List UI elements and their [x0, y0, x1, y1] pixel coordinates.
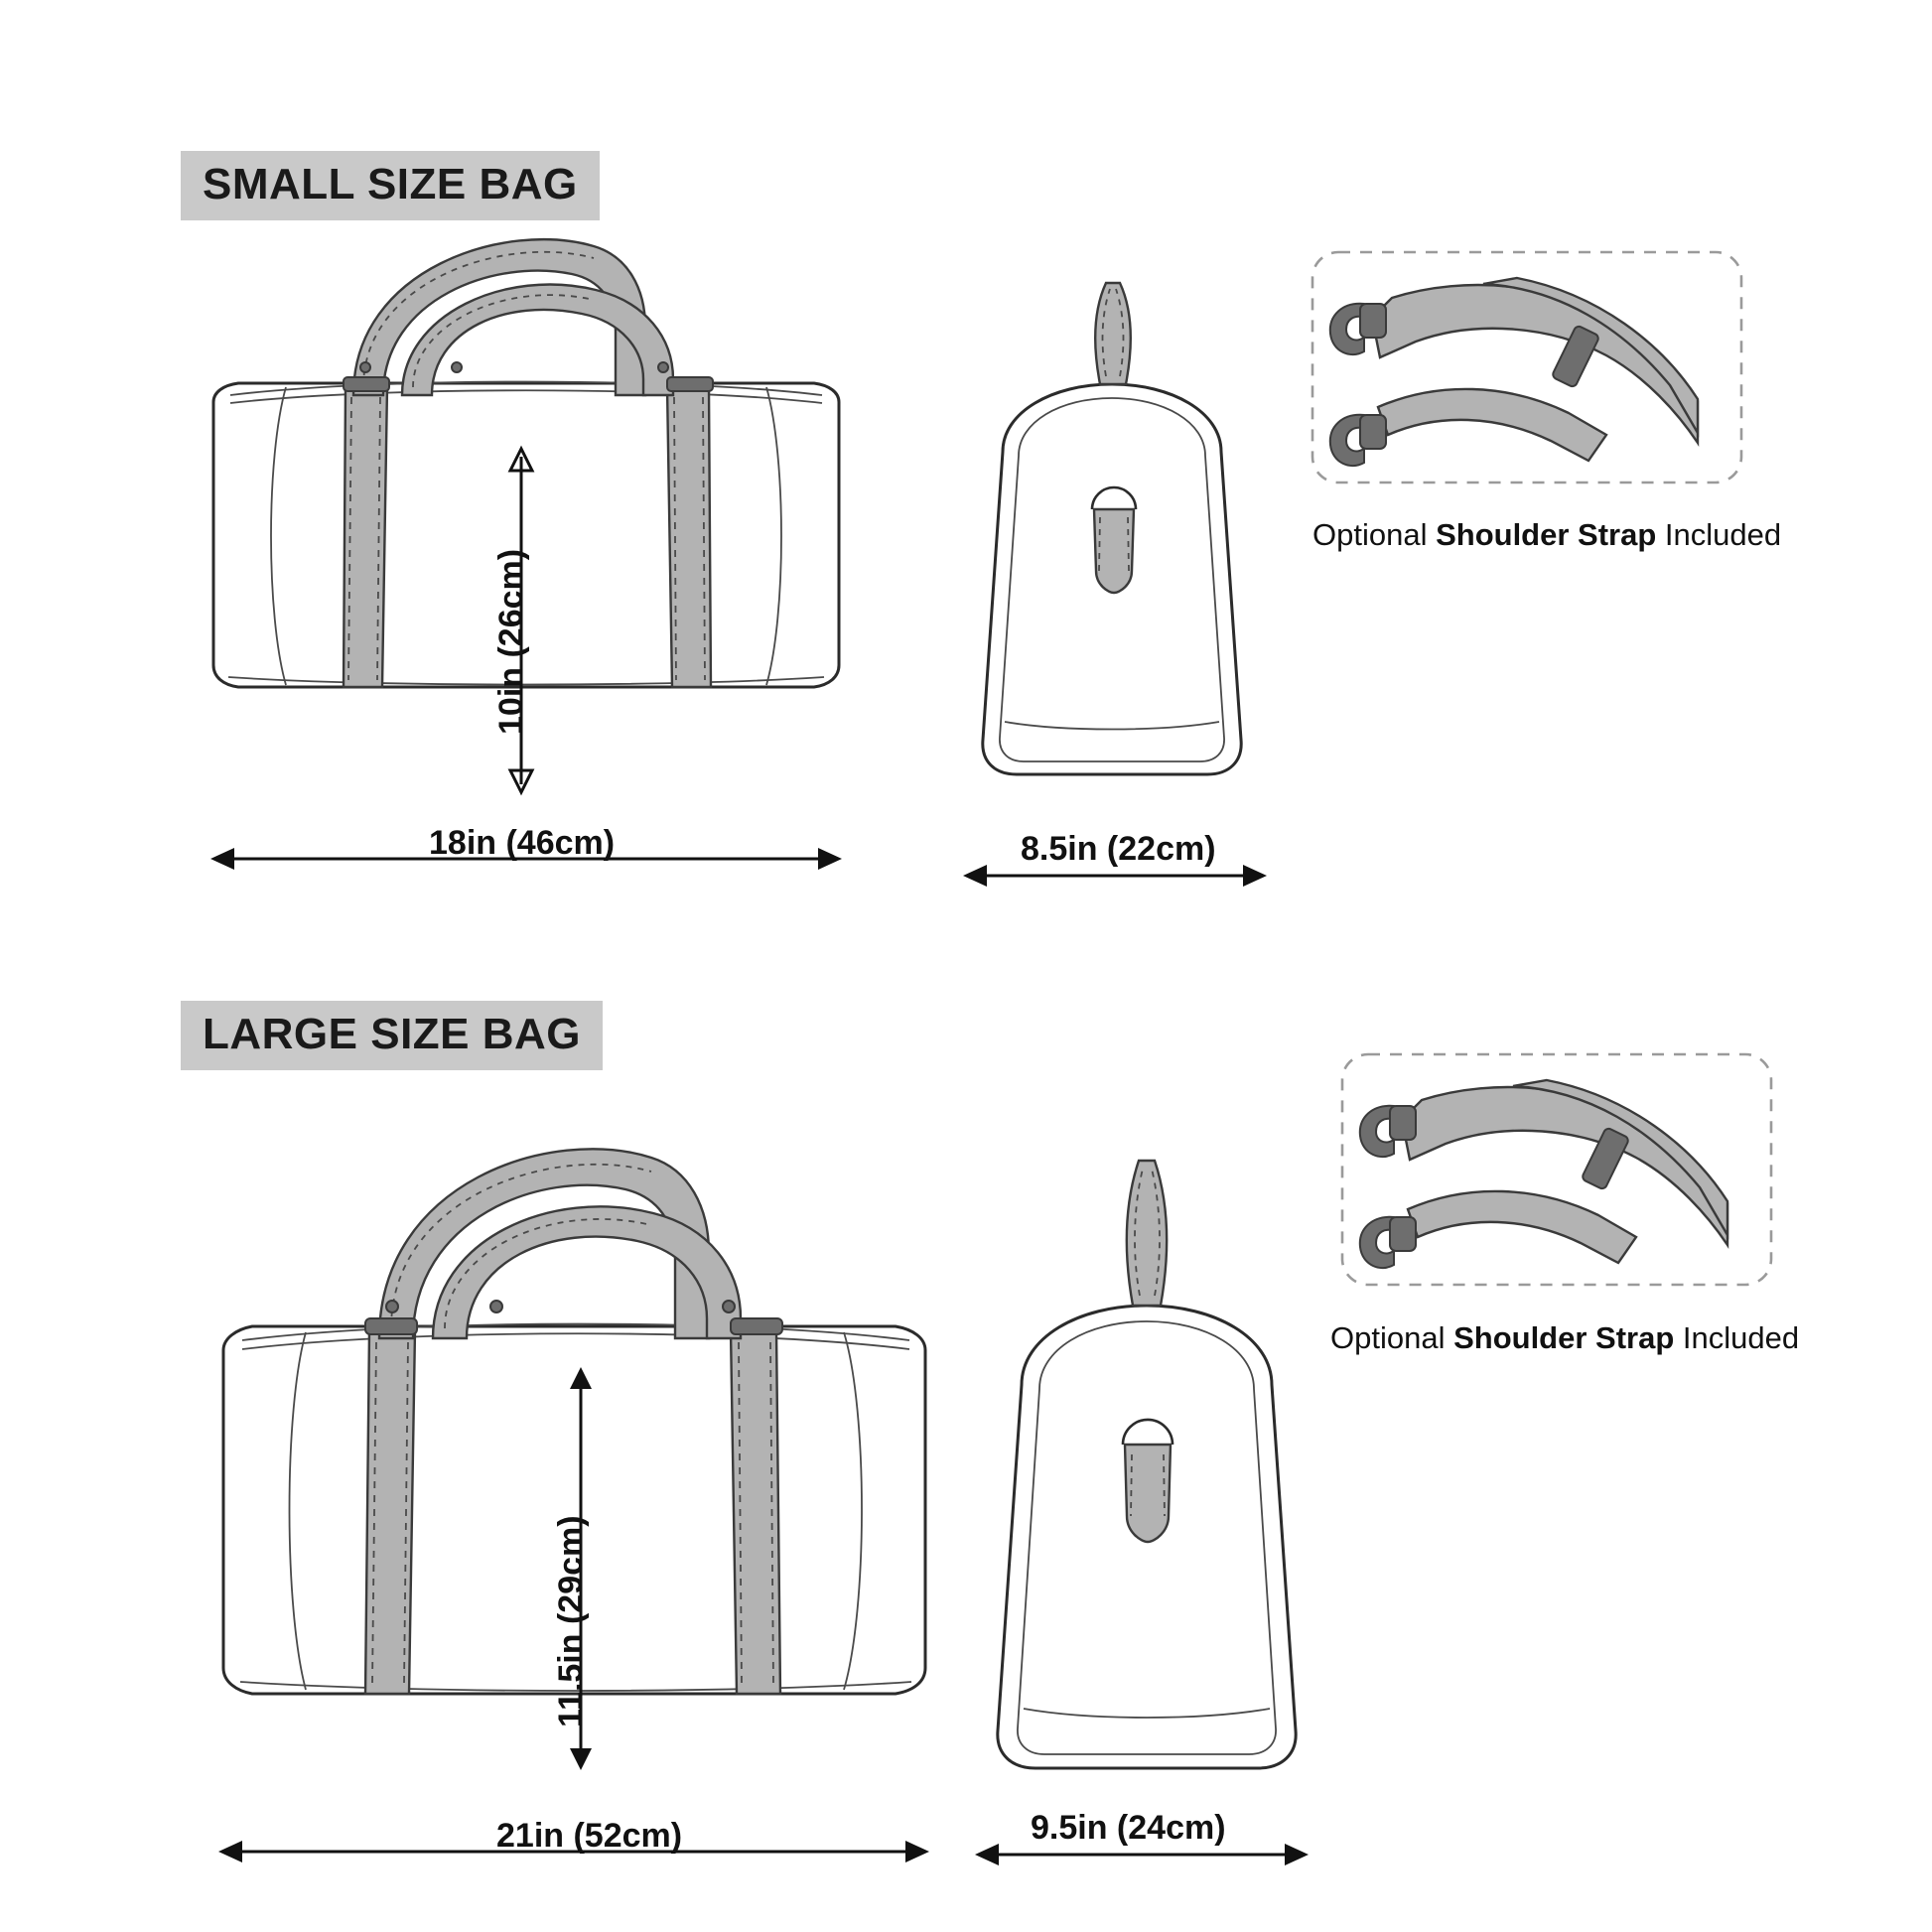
section-title-large: LARGE SIZE BAG	[181, 1001, 603, 1070]
small-depth-label: 8.5in (22cm)	[1021, 830, 1216, 868]
large-strap-caption-prefix: Optional	[1330, 1320, 1454, 1355]
large-bag-side-illustration	[958, 1147, 1335, 1822]
large-strap-caption-suffix: Included	[1674, 1320, 1800, 1355]
small-width-label: 18in (46cm)	[429, 824, 616, 862]
small-strap-caption-bold: Shoulder Strap	[1436, 517, 1657, 552]
small-strap-caption-prefix: Optional	[1312, 517, 1437, 552]
large-depth-label: 9.5in (24cm)	[1031, 1809, 1226, 1847]
small-shoulder-strap-illustration	[1309, 248, 1745, 496]
small-bag-side-illustration	[943, 273, 1281, 839]
large-shoulder-strap-illustration	[1338, 1050, 1775, 1299]
small-strap-caption-suffix: Included	[1656, 517, 1782, 552]
large-strap-caption	[1330, 1322, 1799, 1353]
large-width-label: 21in (52cm)	[496, 1817, 683, 1855]
small-height-label: 10in (26cm)	[492, 548, 530, 735]
section-title-small: SMALL SIZE BAG	[181, 151, 600, 220]
large-strap-caption-bold: Shoulder Strap	[1453, 1320, 1675, 1355]
small-strap-caption	[1312, 519, 1781, 550]
large-height-label: 11.5in (29cm)	[552, 1515, 590, 1727]
